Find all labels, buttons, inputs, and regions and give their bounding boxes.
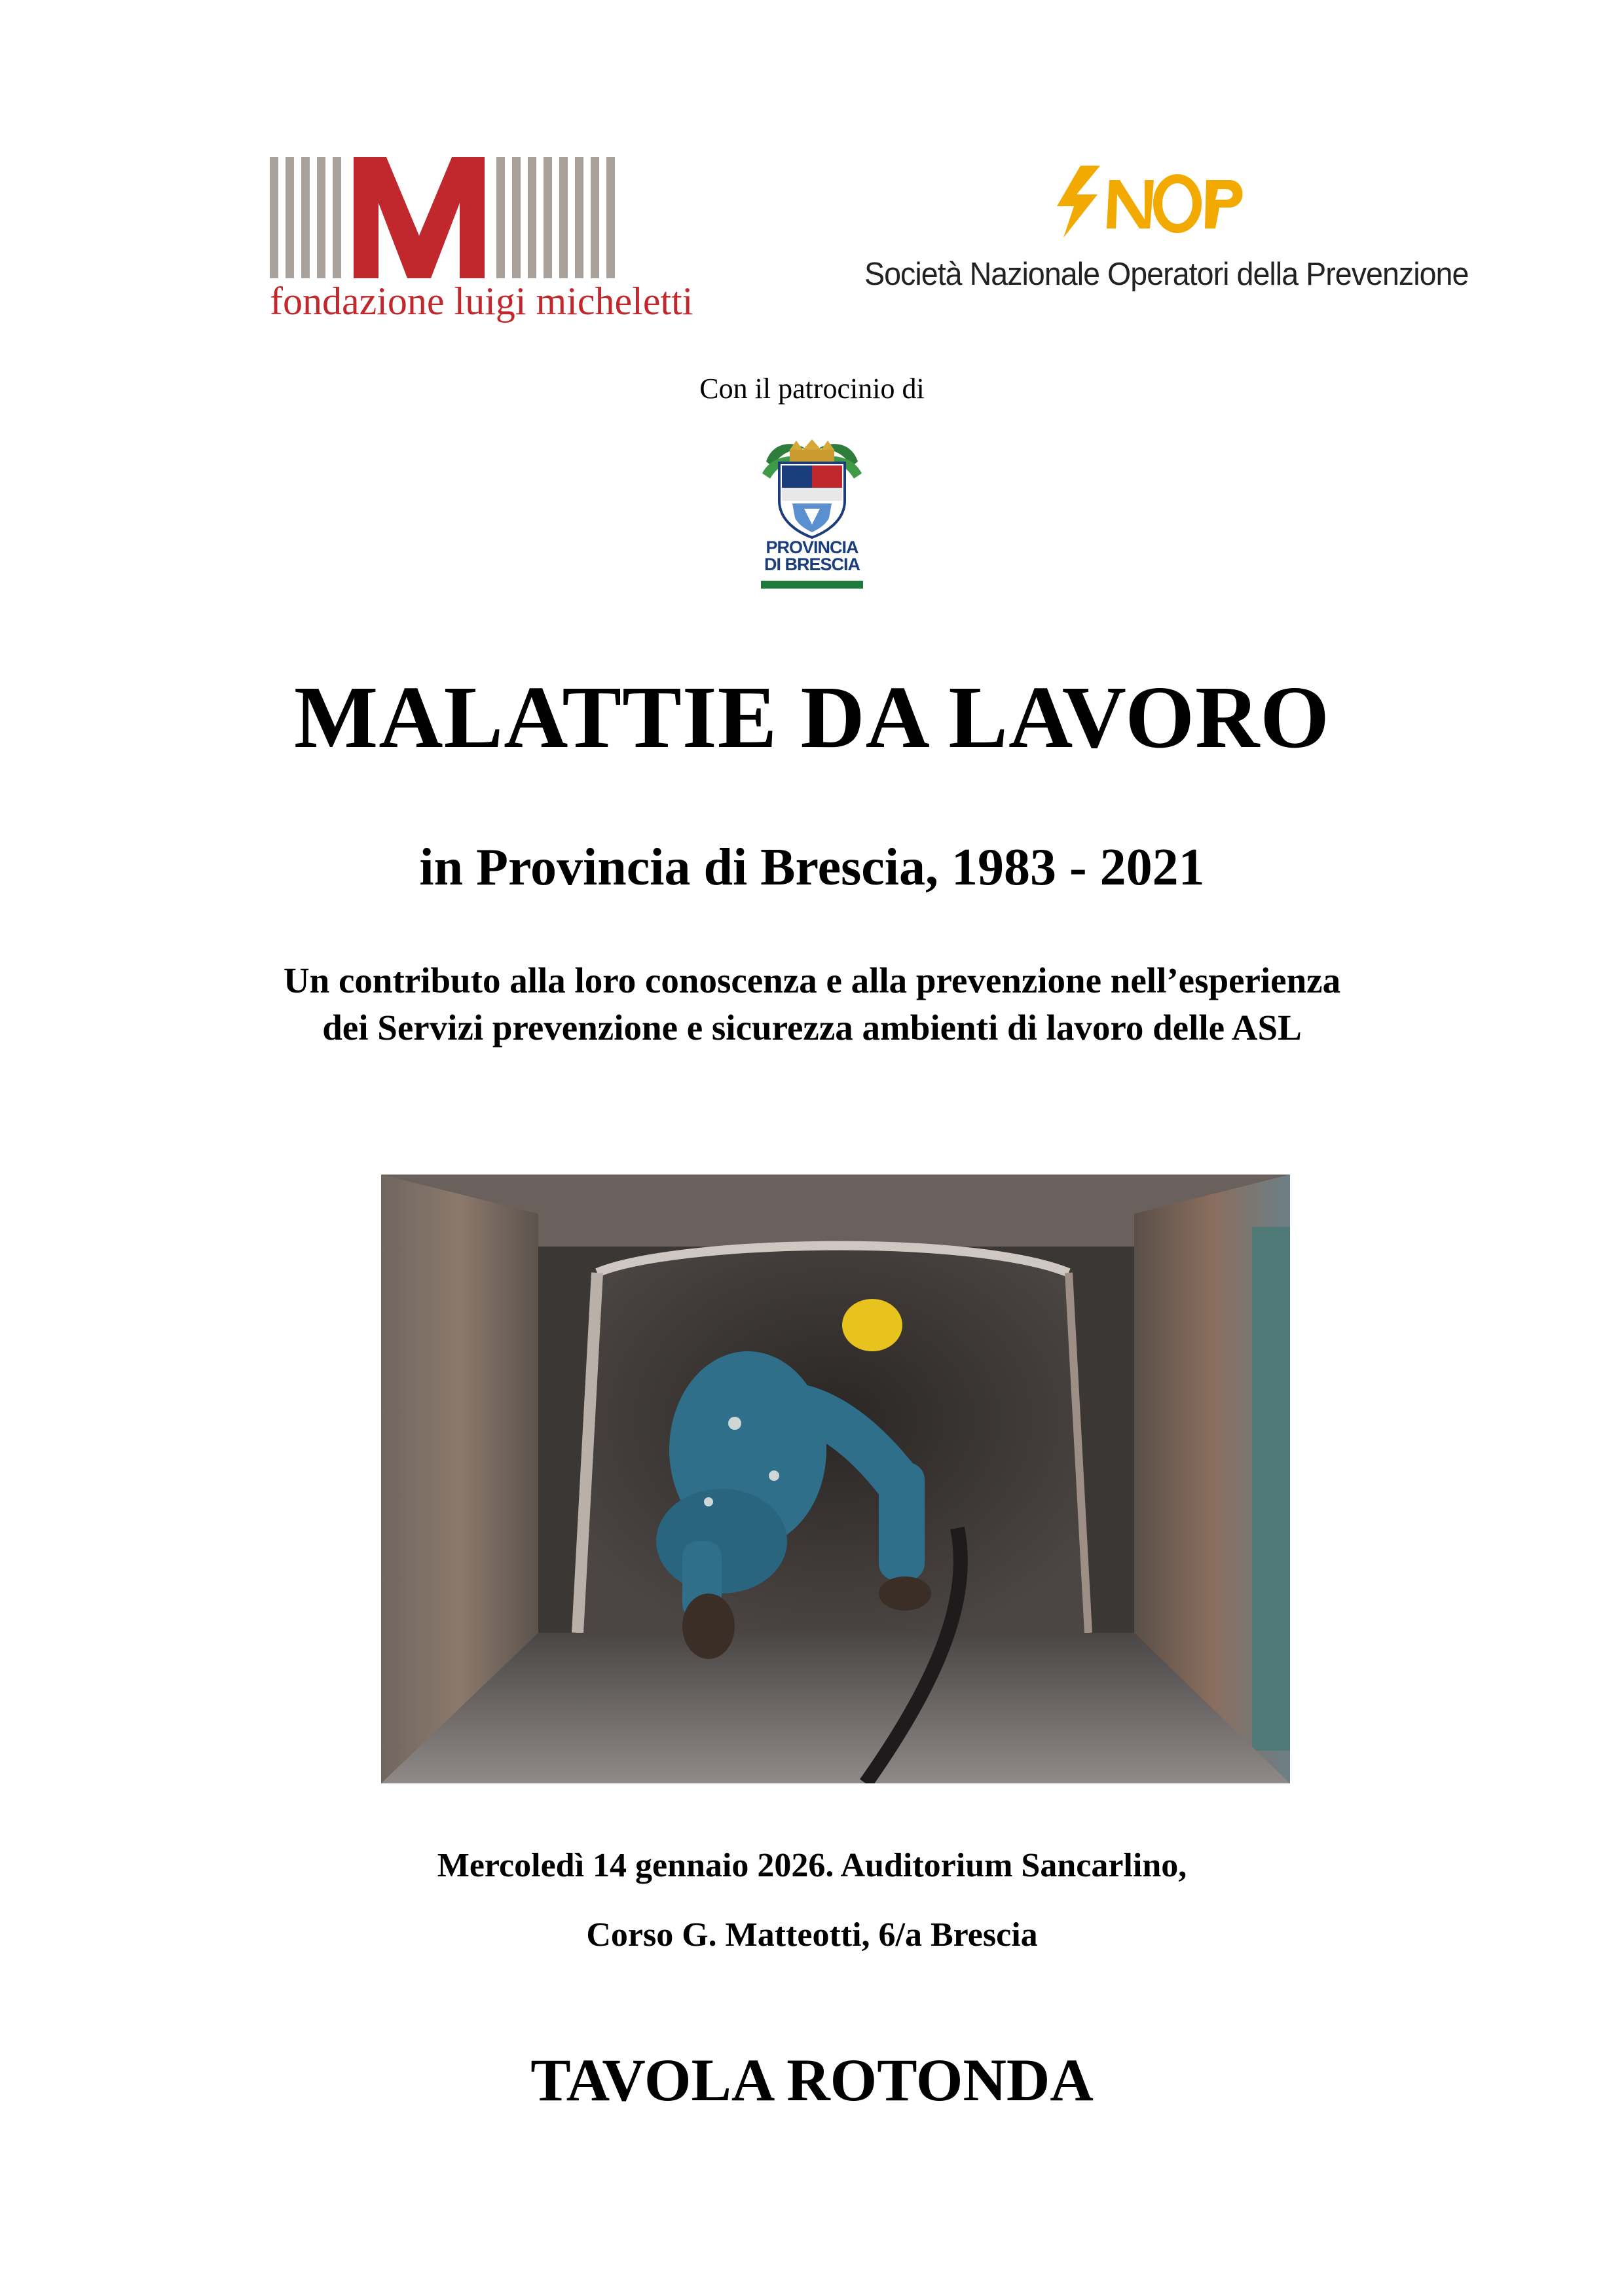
provincia-bar bbox=[761, 581, 863, 589]
provincia-name: PROVINCIA DI BRESCIA bbox=[764, 538, 860, 574]
patronage-label: Con il patrocinio di bbox=[699, 373, 925, 405]
micheletti-logo bbox=[270, 157, 702, 334]
micheletti-name: fondazione luigi micheletti bbox=[270, 280, 693, 323]
snop-mark-icon bbox=[1054, 160, 1251, 252]
description-line-1: Un contributo alla loro conoscenza e alla prevenzione nell’esperienza bbox=[283, 960, 1341, 1000]
coat-of-arms-icon bbox=[753, 435, 871, 540]
worker-in-furnace-photo bbox=[381, 1175, 1290, 1783]
page-title: MALATTIE DA LAVORO bbox=[293, 668, 1331, 767]
event-description bbox=[0, 957, 1624, 1051]
photo-illustration bbox=[381, 1175, 1290, 1783]
snop-full-name: Società Nazionale Operatori della Prevenzione bbox=[864, 257, 1469, 292]
snop-logo bbox=[864, 160, 1469, 304]
event-date-venue: Mercoledì 14 gennaio 2026. Auditorium Sancarlino, bbox=[437, 1847, 1187, 1884]
event-format: TAVOLA ROTONDA bbox=[530, 2047, 1094, 2113]
description-line-2: dei Servizi prevenzione e sicurezza ambienti di lavoro delle ASL bbox=[322, 1008, 1302, 1048]
provincia-logo bbox=[753, 435, 871, 592]
event-address: Corso G. Matteotti, 6/a Brescia bbox=[586, 1916, 1038, 1954]
micheletti-mark-icon bbox=[270, 157, 637, 282]
page-subtitle: in Provincia di Brescia, 1983 - 2021 bbox=[419, 839, 1205, 896]
